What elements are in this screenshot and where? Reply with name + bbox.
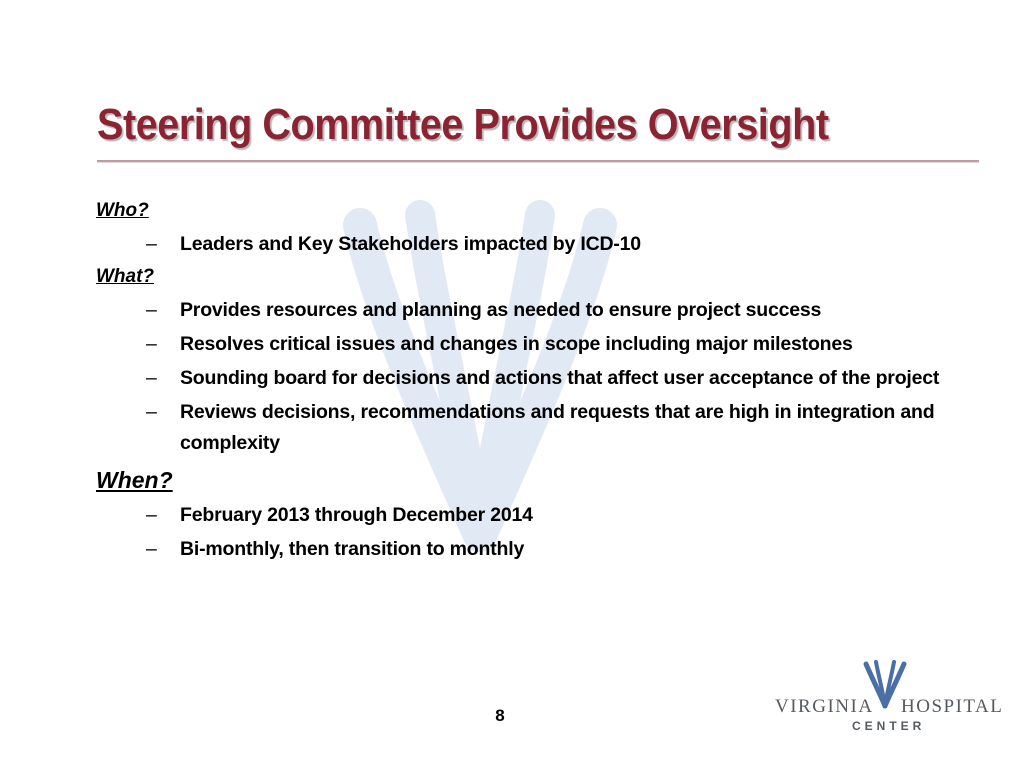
slide-title: Steering Committee Provides Oversight <box>97 100 829 149</box>
title-underline <box>97 160 979 162</box>
logo-virginia: VIRGINIA <box>775 696 874 717</box>
logo-center: CENTER <box>852 719 926 733</box>
bullet-dash: – <box>146 504 157 526</box>
bullet-text: Resolves critical issues and changes in scope including major milestones <box>180 333 853 355</box>
page-number: 8 <box>495 706 505 725</box>
list-item <box>96 397 976 459</box>
slide-content <box>96 196 976 567</box>
heading-when: When? <box>96 467 173 493</box>
bullet-text: Leaders and Key Stakeholders impacted by ICD-10 <box>180 233 641 255</box>
bullet-dash: – <box>146 299 157 321</box>
virginia-hospital-center-logo <box>775 656 1004 736</box>
bullet-dash: – <box>146 401 157 423</box>
bullet-dash: – <box>146 333 157 355</box>
who-bullets <box>96 229 976 260</box>
bullet-dash: – <box>146 367 157 389</box>
bullet-text: February 2013 through December 2014 <box>180 504 533 526</box>
logo-hospital: HOSPITAL <box>901 696 1004 717</box>
list-item <box>96 329 976 360</box>
heading-what: What? <box>96 266 155 287</box>
when-bullets <box>96 500 976 565</box>
bullet-text: Provides resources and planning as needed to ensure project success <box>180 299 822 321</box>
list-item <box>96 229 976 260</box>
heading-who: Who? <box>96 200 149 221</box>
what-bullets <box>96 295 976 459</box>
bullet-dash: – <box>146 233 157 255</box>
bullet-text: Sounding board for decisions and actions that affect user acceptance of the project <box>180 367 940 389</box>
bullet-dash: – <box>146 538 157 560</box>
list-item <box>96 295 976 326</box>
list-item <box>96 500 976 531</box>
list-item <box>96 534 976 565</box>
bullet-text: Reviews decisions, recommendations and requests that are high in integration and complexity <box>180 401 935 454</box>
list-item <box>96 363 976 394</box>
bullet-text: Bi-monthly, then transition to monthly <box>180 538 525 560</box>
